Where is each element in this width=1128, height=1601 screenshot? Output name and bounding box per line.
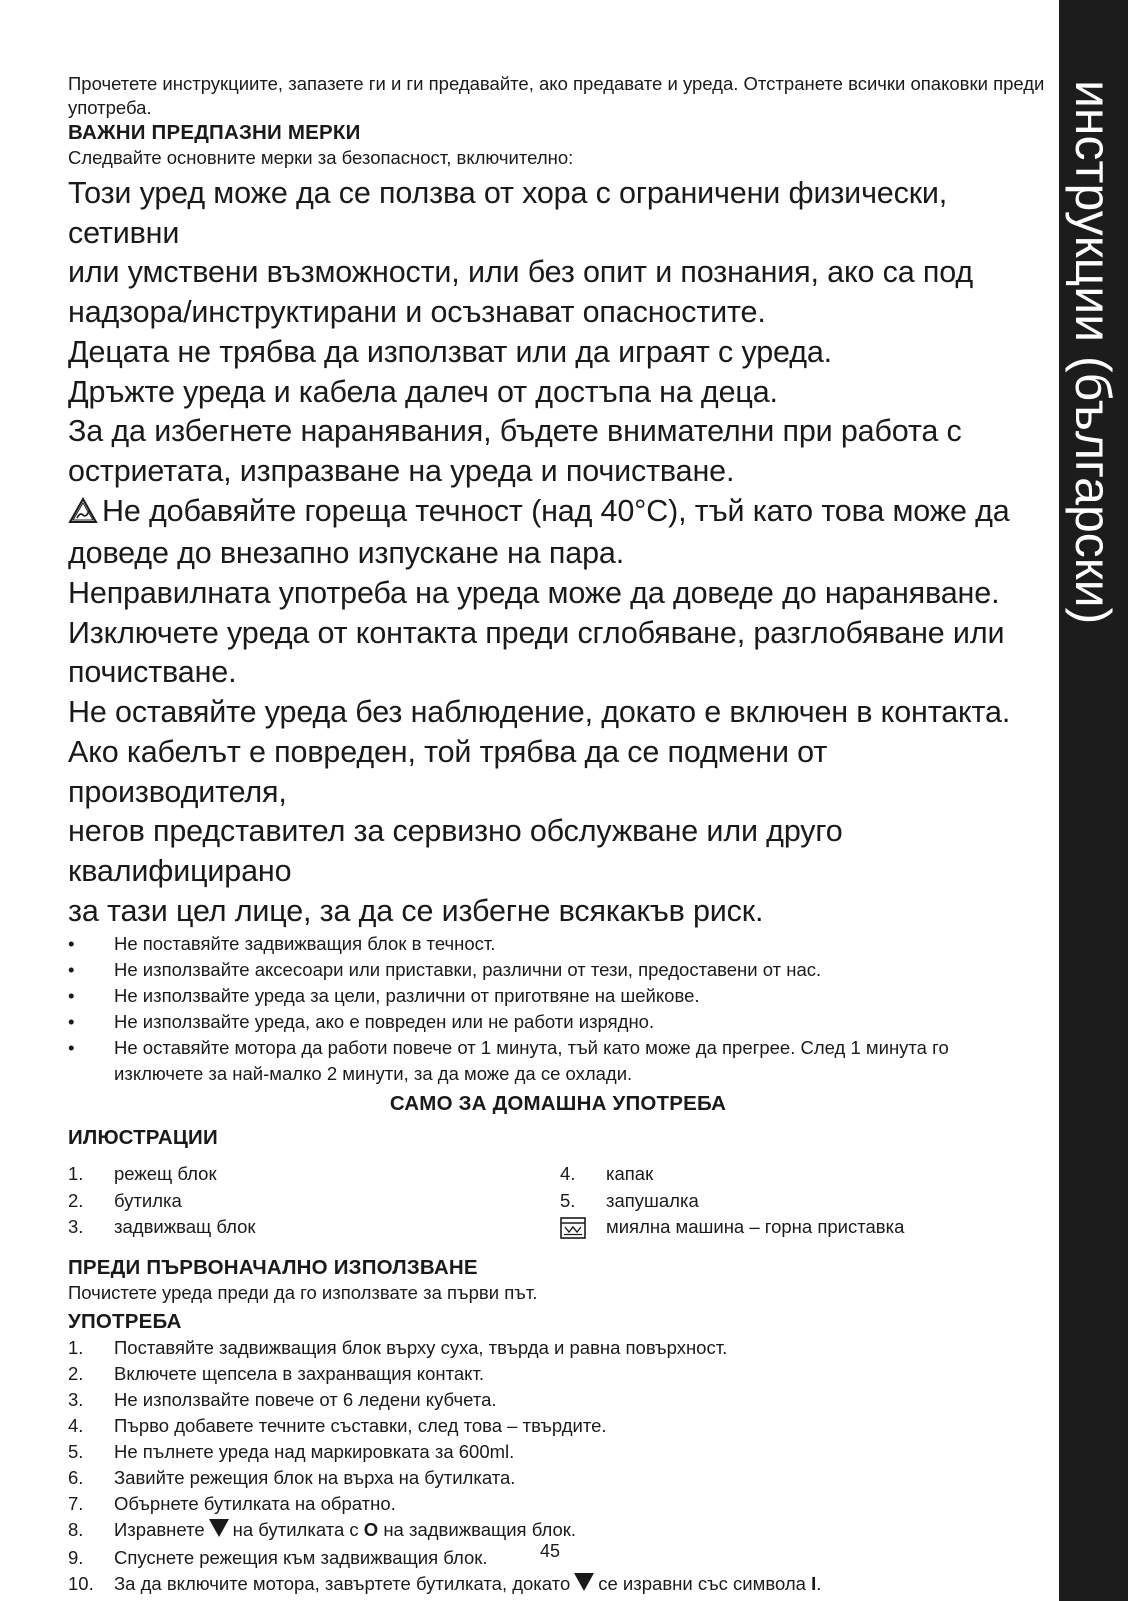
page-number: 45 <box>539 1541 561 1561</box>
large-line: остриетата, изпразване на уреда и почистване. <box>68 453 735 488</box>
list-item: 8. Изравнете на бутилката с O на задвижващия блок. <box>68 1517 1048 1545</box>
household-use-heading: САМО ЗА ДОМАШНА УПОТРЕБА <box>389 1092 727 1116</box>
list-item: 1. режещ блок <box>68 1163 217 1185</box>
usage-heading: УПОТРЕБА <box>68 1309 182 1333</box>
list-item: • Не използвайте уреда за цели, различни от приготвяне на шейкове. <box>68 985 700 1007</box>
first-use-text: Почистете уреда преди да го използвате за първи път. <box>68 1281 538 1303</box>
large-line: почистване. <box>68 655 237 690</box>
list-item: 3. Не използвайте повече от 6 ледени кубчета. <box>68 1388 497 1410</box>
symbol-i: I <box>811 1572 817 1594</box>
safety-subheading: Следвайте основните мерки за безопасност, включително: <box>68 147 574 168</box>
triangle-down-icon <box>573 1572 595 1599</box>
symbol-o: O <box>363 1518 379 1540</box>
side-title: инструкции (български) <box>1065 80 1121 625</box>
large-line: Децата не трябва да използват или да играят с уреда. <box>68 334 832 369</box>
list-item: • Не използвайте аксесоари или приставки, различни от тези, предоставени от нас. <box>68 959 822 981</box>
large-line: Този уред може да се ползва от хора с ограничени физически, сетивни <box>68 176 948 250</box>
list-item: 7. Обърнете бутилката на обратно. <box>68 1492 396 1514</box>
large-line: или умствени възможности, или без опит и познания, ако са под <box>68 255 974 290</box>
list-item: 4. капак <box>560 1163 654 1185</box>
list-item: 9. Спуснете режещия към задвижващия блок. <box>68 1546 488 1568</box>
list-item: 4. Първо добавете течните съставки, след това – твърдите. <box>68 1414 607 1436</box>
large-line: негов представител за сервизно обслужване или друго квалифицирано <box>68 814 843 888</box>
illustrations-right-column <box>560 1161 1030 1241</box>
list-item: • Не оставяйте мотора да работи повече от 1 минута, тъй като може да прегрее. След 1 минута го изключете за най-малко 2 минути, за да може да се охлади. <box>68 1037 949 1085</box>
list-item: • Не поставяйте задвижващия блок в течност. <box>68 933 496 955</box>
large-line: Дръжте уреда и кабела далеч от достъпа на деца. <box>68 374 778 409</box>
safety-bullets <box>68 931 1048 1087</box>
large-line: Неправилната употреба на уреда може да доведе до нараняване. <box>68 576 1000 611</box>
list-item: 3. задвижващ блок <box>68 1216 256 1238</box>
list-item: 2. Включете щепсела в захранващия контакт. <box>68 1362 485 1384</box>
list-item: 1. Поставяйте задвижващия блок върху суха, твърда и равна повърхност. <box>68 1336 728 1358</box>
list-item: 6. Завийте режещия блок на върха на бутилката. <box>68 1466 516 1488</box>
illustrations-list <box>68 1161 1048 1241</box>
large-line: Ако кабелът е повреден, той трябва да се подмени от производителя, <box>68 734 828 809</box>
large-line: доведе до внезапно изпускане на пара. <box>68 536 625 571</box>
large-line: За да избегнете наранявания, бъдете внимателни при работа с <box>68 414 962 449</box>
list-item: 5. Не пълнете уреда над маркировката за 600ml. <box>68 1440 515 1462</box>
list-item: • Не използвайте уреда, ако е повреден или не работи изрядно. <box>68 1011 655 1033</box>
dishwasher-icon <box>560 1214 606 1241</box>
safety-large-text <box>68 174 1048 931</box>
large-line-warning: Не добавяйте гореща течност (над 40°C), тъй като това може да <box>68 492 1048 535</box>
large-line: Не оставяйте уреда без наблюдение, докато е включен в контакта. <box>68 695 1011 730</box>
warning-triangle-icon <box>68 495 98 535</box>
list-item: 5. запушалка <box>560 1189 699 1211</box>
safety-heading: ВАЖНИ ПРЕДПАЗНИ МЕРКИ <box>68 121 361 144</box>
large-line: Изключете уреда от контакта преди сглобяване, разглобяване или <box>68 615 1005 650</box>
intro-text: Прочетете инструкциите, запазете ги и ги предавайте, ако предавате и уреда. Отстранете всички опаковки преди употреба. <box>68 73 1045 118</box>
illustrations-left-column <box>68 1161 560 1241</box>
page-content <box>68 72 1048 1599</box>
list-item: 10. За да включите мотора, завъртете бутилката, докато се изравни със символа I. <box>68 1571 1048 1599</box>
large-line: за тази цел лице, за да се избегне всякакъв риск. <box>68 893 764 928</box>
illustrations-heading: ИЛЮСТРАЦИИ <box>68 1126 218 1150</box>
list-item: 2. бутилка <box>68 1189 182 1211</box>
list-item: миялна машина – горна приставка <box>560 1214 1030 1241</box>
large-line: надзора/инструктирани и осъзнават опасностите. <box>68 295 766 330</box>
first-use-heading: ПРЕДИ ПЪРВОНАЧАЛНО ИЗПОЛЗВАНЕ <box>68 1255 478 1279</box>
